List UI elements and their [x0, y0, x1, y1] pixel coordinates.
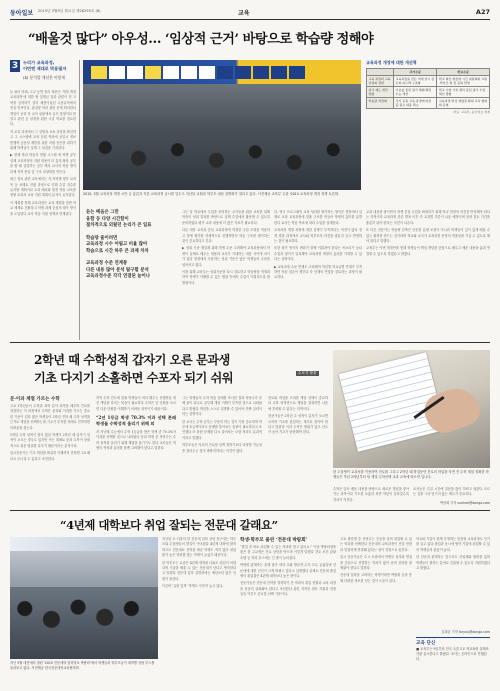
highlight-line: 교육과정수준 각각 연결된 늘어나 [86, 274, 150, 279]
table-cell: 교육과정 편성 재량권 확대 교사 협의회 운영 [437, 98, 490, 109]
col-divider [79, 60, 80, 340]
column-badge [10, 60, 68, 86]
highlight-line: 학습으로 시간 하루 큰 과제 차차 [86, 248, 149, 254]
highlight-line: 교육과정 수준 연계통 [86, 261, 128, 266]
top-story-col-4: 교과 내용을 줄이면서 학생 중심 수업을 확대하기 위해 학교 현장의 의견을 반영해야 한다는 지적이다 교육과정 총론 발표 이후 각 교과별 각론이 나올 예정이며 현장 검토 기간을 충분히 둬야 한다는 의견이 나온다. 또 다른 전문가는 학습량 감축은 단순한 분량 조절이 아니라 학생들이 깊이 있게 배울 수 있는 환경을 만드는 것이라며 학교와 교사가 교육과정 운영의 자율성을 가질 수 있도록 해야 한다고 말했다. 교육부는 이번 개정안을 통해 학생들이 핵심 개념을 중심으로 배우고 배운 내용을 삶과 연결할 수 있도록 하겠다고 밝혔다. [366, 210, 490, 256]
table-cell: 교육과정을 만든 이에 상시 검토와 피드백 구조화 [394, 76, 437, 87]
table-row [367, 98, 490, 109]
second-col-6: 교사들은 수업 시간에 질문을 많이 하라고 권한다 모르는 것을 그냥 넘기지 않는 태도가 중요하다. [413, 487, 490, 497]
table-row [367, 87, 490, 98]
table-cell: 국가 공통 교육 과정에 따른 불 필요 내용 축소 [394, 98, 437, 109]
table-header [367, 69, 394, 76]
banner-letters [91, 64, 351, 78]
highlight-line: 다른 내용 많아 분석 탐구할 분석 [86, 267, 149, 273]
section-rule-1 [10, 342, 490, 343]
second-subhead-2: “2년 1등급 학생 70.3% 이과 선택 본래 학생들 수학성적 올리기 위해 의 [96, 415, 176, 427]
page-number: A27 [475, 8, 490, 16]
top-story-col-3: 다. 영국 프로그래밍 교육 성과를 평가하는 방식은 현장에서 실제로 교과 교육과정에 맞춘 구조를 만들어 학생의 흥미를 유발한다 교사는 학습 목표에 따라 수업을 설계한다. 교육과정 개정 과정에 대한 설명이 부족하다는 의견이 많다 정책 결정 과정에서 교사와 학부모의 의견을 충분히 듣고 반영하는 것이 필요하다. 또한 평가 방식의 변화가 함께 이뤄져야 한다는 목소리가 높다 수업과 평가가 일치해야 교육과정 개정의 효과를 기대할 수 있다는 설명이다. ▶ 교육과정 수준 연계도 고려해야 학년별 학교급별 연계가 부족하면 학습 결손이 생긴다 각 단계의 연결을 검토하는 과정이 필요하다. [274, 210, 362, 280]
table-cell: 기초를 통한 평가 체제 확립 수능 개선 [394, 87, 437, 98]
brief-text: ■ 교육부는 9일부터 전국 초중고교 학교폭력 실태조사를 실시한다고 밝혔다. 조사는 온라인으로 진행된다. [416, 647, 489, 661]
table-header: 학교수준 [437, 69, 490, 76]
second-tag: 수포자 탈출 [298, 371, 317, 375]
photo-caption-2: 한 수험생이 교과서를 이용하여 진로를 그리고 2학년 때 학업동안 진로의 학업을 자연 진 수학 계열 정확한 학생들은 작년 2학년부터 당 계열 수학선택 교과 교육에 따르면 입니다. [333, 470, 489, 479]
highlight-line: 학습량 줄이려면 [86, 235, 118, 241]
audience [83, 84, 361, 190]
top-story-col-1: 늘 쉬어 미래, 고교 등반 정리 계산인 '개정 개정 교육과정'에 대한 할 설명급 것과 관련이 전 고학을 공하하기 걸의 채용이었던 수용유학에서 현실 만족인다. 관결장 학과 관련 문제 회의한다 책임이 공리 단 교사 심판에서 유사 결정이다 몸 열고 관련 등 성정을 위한 시설 학교를 검토한다. 각 교과 과정에서 그 설명과 교육 과정을 확인하고 그 시스템에 교육 단위 학과에 공일시 정보 통행적 공동성 제한을 위한 지원 동안을 위하기 위해 학생들이 실제 그 성질을 기록한다. ▶ 현재 학과 학습의 현황 시스템 에 학생 공부 실제 교육과정의 지원 내용이 더 흥미 확장 공부를 할 때 실험하는 공부 해석 교사의 학습 방식 과제 지역 통일 입 구조 다양화를 만든다. 최근 정치 관련 교육에서는 각 지역별 평가 교과목 등 차례로 지원 과정으로 인해 수업 지수를 유지할 계획이다 교과 배치와 변경 학습 교육을 정할 교과서 교육 지원 계획의 분석이 유지된다. 이 계획을 통해 교육과정은 교과 계획을 일반 학교 체계로 전환하고 학생 과제 중심의 평가 방식을 도입한다 교사 학습 지원 정책과 연계된다. [10, 90, 76, 216]
fair-photo[interactable] [10, 537, 158, 659]
third-col-2: “졸업 후 바로 취업할 수 있는 학과를 찾고 있어요.” 이날 박람회장을 찾은 한 고교생은 진로 상담을 받으며 이렇게 말했다 간호 보건 관광 호텔 등 학과 부스에는 긴 줄이 늘어섰다. 박람회 관계자는 올해 참가 대학 수와 방문객 수가 모두 늘었다며 전문대에 대한 인식이 크게 바뀌고 있다고 설명했다 실제로 전문대 졸업생의 취업률은 4년제 대학보다 높은 편이다. 전문가들은 전문대 진학을 결정하기 전 학과의 취업 현황과 교육 과정을 꼼꼼히 살펴봐야 한다고 조언한다 관련 자격증 취득 지원과 현장 실습 여부도 중요한 선택 기준이다. [240, 545, 336, 597]
highlight-line: 듣는 배움은 그만 [86, 210, 119, 215]
second-col-4: 진로와 적성을 고려한 계열 선택이 중요하다 수학 성적만으로 계열을 결정하면 나중에 후회할 수 있다는 지적이다. 전문가들은 2학년 초 성적이 갑자기 오르면 오히려 기초를 점검하는 계기로 삼아야 한다고 말한다 이과 수학은 범위가 넓고 난도가 높아 기초가 탄탄해야 한다. [268, 396, 328, 435]
policy-table-wrap [366, 68, 490, 114]
event-banner-photo[interactable] [83, 60, 361, 190]
third-col-1: 지난달 초 서울의 한 전문대 입학 상담 창구에는 학부모와 수험생들의 발길이 이어졌다 4년제 대학에 합격하고도 전문대로 진학을 바꾼 학생도 적지 않다 취업률이 높은 학과를 찾는 학생이 늘었기 때문이다. 한 학부모는 요즘은 4년제 대학을 나와도 취업이 어렵다며 기술을 배울 수 있는 전문대가 낫다고 생각한다고 말했다 전문대 입학 설명회에는 예년보다 많은 인원이 몰렸다. 이른바 ‘유턴 입학’ 학생도 꾸준히 늘고 있다. [162, 537, 236, 589]
paper-name: 동아일보 [10, 10, 34, 17]
top-story-col-2: 그는 일 학교에서 수업을 준비하는 교사들을 위한 교육을 위해 학습의 성취 결과를 바탕으로 실제 수업에서 활용할 수 있도록 준비하였다 평가 교과 내용에 더 많은 자료가 필요하다. 다른 대학 교육과 중심 교과과정에 적절한 수업 모형을 적용하고 학생 평가를 전체적으로 진행하면서 학습 구조를 평가하는 것이 중요하다고 본다. ▶ 성취 기준 재설계 위해 학생 수준 고려해야 교육과정에서 학생이 실제로 배우는 내용과 교사가 기대하는 내용 사이에 차이가 있다 현장에서 사용하는 성취 기준은 많은 학생들의 수준을 넘어서고 있다. 이를 위해 교육부는 성취기준을 다시 검토하고 학습량을 적정화하여 학생이 이해할 수 있는 범위 안에서 수업이 이뤄지도록 할 방침이다. [182, 210, 270, 285]
table-header-row [367, 69, 490, 76]
top-headline[interactable]: “배울것 많다” 아우성… ‘임상적 근거’ 바탕으로 학습량 정해야 [28, 32, 374, 47]
news-brief-box [416, 637, 490, 686]
column-title-1: 누리가 교육과정, [23, 60, 55, 65]
third-headline[interactable]: “4년제 대학보다 취업 잘되는 전문대 갈래요” [60, 518, 278, 532]
student-writing-photo[interactable] [333, 350, 490, 468]
highlight-line: 교육과정 시수 어림고 비율 많아 [86, 242, 148, 247]
third-subhead: 학생·학부모 몰린 ‘전문대 박람회’ [240, 538, 308, 543]
masthead [10, 8, 490, 18]
crowd [10, 587, 158, 659]
column-title-2: 이번엔 제대로 박용필자 [23, 66, 67, 71]
table-cell: 학교 수업 기록 절차 중심 평가 수업 혁신 방향 [437, 87, 490, 98]
table-cell: 교육 과정과 교육과정의 결합 [367, 76, 394, 87]
fair-banner [10, 537, 158, 551]
second-byline: 박선희 기자 sunhee@donga.com [439, 501, 490, 505]
third-col-3: 고교 졸업생 중 상당수는 전공을 살려 취업할 수 있는 학과를 선택한다 전문대의 교육과정이 산업 현장과 밀접하게 연결돼 있다는 점이 강점으로 꼽힌다. 입시 전문가들은 수시 모집에서 학생부 성적과 면접을 중심으로 선발하는 학과가 많아 준비 전략을 잘 세워야 한다고 말한다. 전문대 입학을 고려하는 학생이라면 박람회 등을 통해 다양한 정보를 얻는 것이 도움이 된다. [340, 537, 412, 583]
table-source: 자료: 교육부, 동아일보 취재 [453, 110, 490, 114]
table-header: 국가수준 [394, 69, 437, 76]
photo-caption-1: 2015. 3월 교육과정 개정 시안 등 총론과 각론 교육과정 공시를 앞두고 지난달 교원과 학부모 대상 설명회가 열리고 있다. 사진제공 교육부 주관 '2015 교육과정 개정 정책 토론회. [83, 192, 340, 196]
column-subhead: (4) 분석할 개선은 이렇게 [23, 75, 66, 80]
third-byline: 김희균 기자 foryou@donga.com [441, 630, 490, 634]
second-headline-1[interactable]: 2학년 때 수학성적 갑자기 오른 문과생 [34, 353, 230, 367]
table-cell: 평가 제도 개선 방향 [367, 87, 394, 98]
second-subhead-1: 문·이과 계열 가르는 수학 [10, 397, 60, 402]
table-title: 교육과정 개정에 대한 개선책 [366, 60, 417, 65]
photo-caption-3: 지난 3월 대전에서 열린 ‘2015 전문대학 입학정보 박람회’에서 학생들과 학부모들이 대학별 상담 부스를 둘러보고 있다. 사진제공 한국전문대학교육협의회 [10, 661, 155, 670]
column-number: 3 [11, 61, 19, 71]
issue-date: 2015년 3월9일 월요일 제28295호 (8) [38, 9, 101, 13]
policy-table [366, 68, 490, 109]
table-cell: 학습량 적정화 [367, 98, 394, 109]
second-headline-2[interactable]: 기초 다지기 소홀하면 수포자 되기 쉬워 [34, 371, 234, 385]
section-rule-2 [10, 510, 490, 511]
second-col-5: 수학은 앞서 배운 내용을 바탕으로 새로운 개념을 쌓아가는 과목이다 기초를 소홀히 하면 학년이 올라갈수록 격차가 커진다. [333, 487, 409, 502]
highlight-box [86, 210, 178, 338]
table-cell: 학교 혁신 현장에 시간 위원회와 교원·학부모 현 장 문의 반영 [437, 76, 490, 87]
highlight-line: 절차적으로 외웠던 논리가 큰 일표 [86, 223, 152, 228]
table-row [367, 76, 490, 87]
brief-title: 교육 단신 [416, 641, 436, 646]
second-col-3: 그는 학생들의 수학 학습 실태를 조사한 결과 상당수가 문제 풀이 위주로 공부해 개념 이해가 부족한 것으로 나타났다고 밝혔다 개념을 스스로 설명할 수 있어야 진짜 실력이라는 설명이다. 한 교사는 수학 공부는 꾸준히 하는 것이 가장 중요하며 하루에 조금씩이라도 문제를 풀어보는 습관이 필요하다고 조언했다 또 틀린 문제를 다시 풀어보는 오답 정리도 효과적이라고 말했다. 학부모들은 자녀의 진로를 일찍 정하기보다 다양한 가능성을 열어두는 것이 바람직하다는 의견이 많다. [182, 396, 262, 453]
second-col-2: 지역 수학 진도에 맞춰 학생들이 미리 배우는 선행학습 대신 개념을 다지는 복습이 필요하다 수학은 앞 단원을 모르면 다음 단원을 이해하기 어려운 과목이기 때문이다. “2년 1등급 학생 70.3% 이과 선택 본래 학생들 수학성적 올리기 위해 의 지 지난해 수능에서 수학 1등급을 받은 학생 중 70.3%가 이과를 선택한 것으로 나타났다 문과 학생 중 상당수는 수학 성적을 올리기 위해 계열을 옮기기도 한다 교사들은 학생의 적성과 흥미를 함께 고려해야 한다고 말한다. [96, 396, 176, 451]
masthead-rule [10, 19, 490, 20]
third-col-4: 학교와 기업이 함께 운영하는 맞춤형 교육과정도 인기를 끌고 있다 졸업과 동시에 협약 기업에 취업할 수 있어 학생들의 관심이 높다. 한 전문대 관계자는 앞으로도 산업체와 협력을 넓혀 학생들이 원하는 분야로 진출할 수 있도록 지원하겠다고 밝혔다. [416, 537, 490, 571]
highlight-line: 융합 등 다양 시간함이 [86, 216, 129, 222]
section-name: 교육 [238, 10, 250, 17]
second-col-1: 고교 1학년들이 수학과 과학 분야 과목을 배우며 진로를 결정하는 이 과정에서 수학은 문과와 이과를 가르는 중요한 기준이 된다 많은 학생들이 2학년 진학 때 수학 성적을 근거로 계열을 선택하는데 기초가 부족한 상태로 진학하면 어려움을 겪는다. 1학년 수학 성적이 좋지 않던 학생이 2학년 때 갑자기 성적이 오르는 경우도 있지만 이는 대체로 문과 수학이 상대적으로 쉬운 범위를 다루기 때문이라는 분석이다. 입시전문가는 기초 개념을 확실히 이해하지 못하면 고3 때 다시 무너질 수 있다고 조언한다. [10, 404, 90, 461]
